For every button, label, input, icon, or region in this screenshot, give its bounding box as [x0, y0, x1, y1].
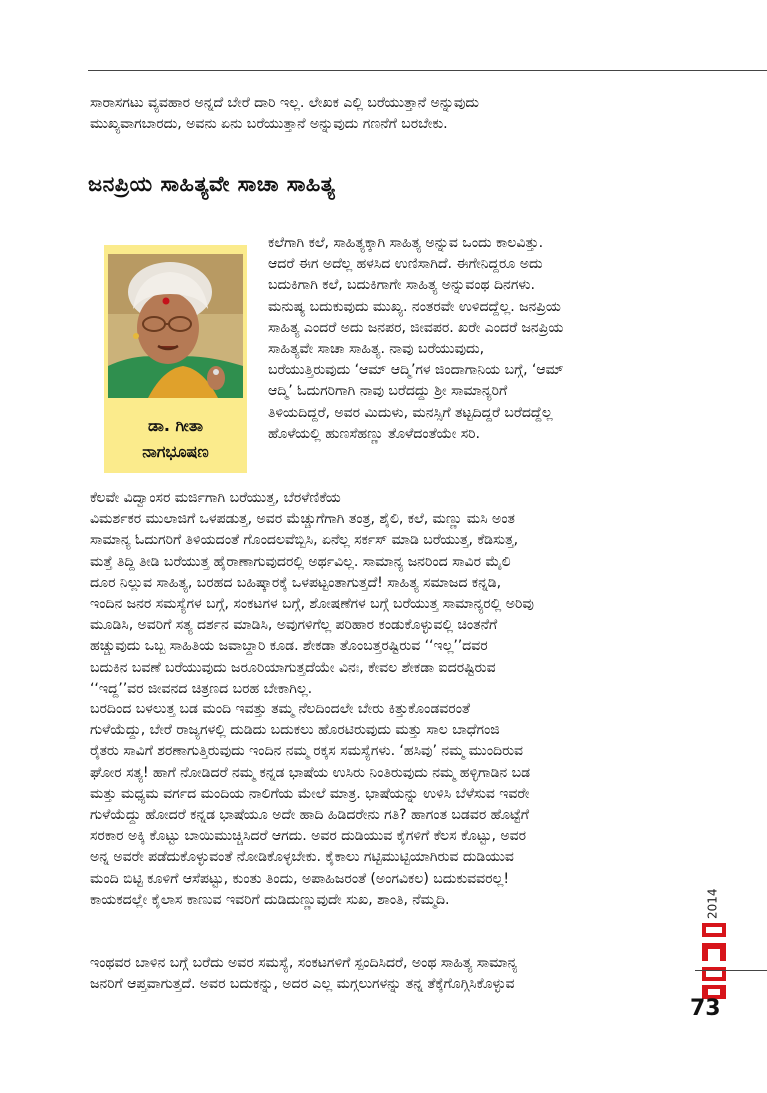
text-line: ಮೂಡಿಸಿ, ಅವರಿಗೆ ಸತ್ಯ ದರ್ಶನ ಮಾಡಿಸಿ, ಅವುಗಳಿಗೆಲ್ಲ ಪರಿಹಾರ ಕಂಡುಕೊಳ್ಳುವಲ್ಲಿ ಚಿಂತನೆಗೆ [90, 617, 498, 634]
text-line: ಬರದಿಂದ ಬಳಲುತ್ತ ಬಡ ಮಂದಿ ಇವತ್ತು ತಮ್ಮ ನೆಲದಿಂದಲೇ ಬೇರು ಕಿತ್ತುಕೊಂಡವರಂತೆ [90, 701, 470, 717]
text-line: ಕೆಲವೇ ವಿದ್ವಾಂಸರ ಮರ್ಜಿಗಾಗಿ ಬರೆಯುತ್ತ, ಬೆರಳೆಣಿಕೆಯ [90, 490, 341, 506]
text-line: ಸರಕಾರ ಅಕ್ಕಿ ಕೊಟ್ಟು ಬಾಯಿಮುಚ್ಚಿಸಿದರೆ ಆಗದು. ಅವರ ದುಡಿಯುವ ಕೈಗಳಿಗೆ ಕೆಲಸ ಕೊಟ್ಟು, ಅವರ [90, 828, 527, 845]
text-line: ಇಂಥವರ ಬಾಳಿನ ಬಗ್ಗೆ ಬರೆದು ಅವರ ಸಮಸ್ಯೆ, ಸಂಕಟಗಳಿಗೆ ಸ್ಪಂದಿಸಿದರೆ, ಅಂಥ ಸಾಹಿತ್ಯ ಸಾಮಾನ್ಯ [90, 955, 518, 971]
author-name-line1: ಡಾ. ಗೀತಾ [148, 416, 203, 435]
text-line: ಸಾಹಿತ್ಯ ಎಂದರೆ ಅದು ಜನಪರ, ಜೀವಪರ. ಖರೇ ಎಂದರೆ ಜನಪ್ರಿಯ [268, 319, 564, 336]
author-portrait-photo [108, 254, 243, 398]
text-line: ಗುಳೆಯೆದ್ದು ಹೋದರೆ ಕನ್ನಡ ಭಾಷೆಯೂ ಅದೇ ಹಾದಿ ಹಿಡಿದರೇನು ಗತಿ? ಹಾಗಂತ ಬಡವರ ಹೊಟ್ಟೆಗೆ [90, 806, 529, 823]
text-line: ಕಲೆಗಾಗಿ ಕಲೆ, ಸಾಹಿತ್ಯಕ್ಕಾಗಿ ಸಾಹಿತ್ಯ ಅನ್ನುವ ಒಂದು ಕಾಲವಿತ್ತು. [268, 235, 543, 251]
text-line: ಸಾಮಾನ್ಯ ಓದುಗರಿಗೆ ತಿಳಿಯದಂತೆ ಗೊಂದಲವೆಬ್ಬಿಸಿ, ಏನೆಲ್ಲ ಸರ್ಕಸ್ ಮಾಡಿ ಬರೆಯುತ್ತ, ಕೆಡಿಸುತ್ತ, [90, 532, 518, 549]
text-line: ಗುಳೆಯೆದ್ದು, ಬೇರೆ ರಾಜ್ಯಗಳಲ್ಲಿ ದುಡಿದು ಬದುಕಲು ಹೊರಟಿರುವುದು ಮತ್ತು ಸಾಲ ಬಾಧೆಗಂಜಿ [90, 722, 500, 739]
text-line: ಸಾಹಿತ್ಯವೇ ಸಾಚಾ ಸಾಹಿತ್ಯ. ನಾವು ಬರೆಯುವುದು, [268, 340, 485, 357]
text-line: ಇಂದಿನ ಜನರ ಸಮಸ್ಯೆಗಳ ಬಗ್ಗೆ, ಸಂಕಟಗಳ ಬಗ್ಗೆ, ಶೋಷಣೆಗಳ ಬಗ್ಗೆ ಬರೆಯುತ್ತ ಸಾಮಾನ್ಯರಲ್ಲಿ ಅರಿವು [90, 595, 534, 612]
text-line: ವಿಮರ್ಶಕರ ಮುಲಾಜಿಗೆ ಒಳಪಡುತ್ತ, ಅವರ ಮೆಚ್ಚುಗೆಗಾಗಿ ತಂತ್ರ, ಶೈಲಿ, ಕಲೆ, ಮಣ್ಣು ಮಸಿ ಅಂತ [90, 511, 515, 528]
text-line: ಬದುಕಿಗಾಗಿ ಕಲೆ, ಬದುಕಿಗಾಗೇ ಸಾಹಿತ್ಯ ಅನ್ನುವಂಥ ದಿನಗಳು. [268, 277, 535, 294]
magazine-logo [694, 915, 734, 1005]
text-line: ಆದ್ಮಿ’ ಓದುಗರಿಗಾಗಿ ನಾವು ಬರೆದದ್ದು ಶ್ರೀ ಸಾಮಾನ್ಯರಿಗೆ [268, 383, 508, 400]
text-line: ತಿಳಿಯದಿದ್ದರೆ, ಅವರ ಮಿದುಳು, ಮನಸ್ಸಿಗೆ ತಟ್ಟದಿದ್ದರೆ ಬರೆದದ್ದೆಲ್ಲ [268, 404, 553, 421]
page-number: 73 [690, 996, 721, 1021]
paragraph-1 [268, 233, 564, 445]
author-name-line2: ನಾಗಭೂಷಣ [142, 442, 209, 461]
text-line: ‘‘ಇದ್ದ’’ವರ ಜೀವನದ ಚಿತ್ರಣದ ಬರಹ ಬೇಕಾಗಿಲ್ಲ. [90, 680, 313, 697]
text-line: ಕಾಯಕದಲ್ಲೇ ಕೈಲಾಸ ಕಾಣುವ ಇವರಿಗೆ ದುಡಿದುಣ್ಣುವುದೇ ಸುಖ, ಶಾಂತಿ, ನೆಮ್ಮದಿ. [90, 891, 450, 908]
text-line: ರೈತರು ಸಾವಿಗೆ ಶರಣಾಗುತ್ತಿರುವುದು ಇಂದಿನ ನಮ್ಮ ರಕ್ಕಸ ಸಮಸ್ಯೆಗಳು. ‘ಹಸಿವು’ ನಮ್ಮ ಮುಂದಿರುವ [90, 743, 523, 760]
text-line: ಹೊಳೆಯಲ್ಲಿ ಹುಣಸೆಹಣ್ಣು ತೊಳೆದಂತೆಯೇ ಸರಿ. [268, 425, 480, 442]
paragraph-3 [90, 699, 530, 911]
text-line: ಹಚ್ಚುವುದು ಒಬ್ಬ ಸಾಹಿತಿಯ ಜವಾಬ್ದಾರಿ ಕೂಡ. ಶೇಕಡಾ ತೊಂಬತ್ತರಷ್ಟಿರುವ ‘‘ಇಲ್ಲ’’ದವರ [90, 638, 488, 655]
author-photo-box [104, 245, 247, 473]
text-line: ಬದುಕಿನ ಬವಣೆ ಬರೆಯುವುದು ಜರೂರಿಯಾಗುತ್ತದೆಯೇ ವಿನಃ, ಕೇವಲ ಶೇಕಡಾ ಐದರಷ್ಟಿರುವ [90, 659, 496, 676]
text-line: ಬರೆಯುತ್ತಿರುವುದು ‘ಆಮ್ ಆದ್ಮಿ’ಗಳ ಜಿಂದಾಗಾನಿಯ ಬಗ್ಗೆ, ‘ಆಮ್ [268, 362, 564, 379]
text-line: ಮಂದಿ ಬಿಟ್ಟಿ ಕೂಳಿಗೆ ಆಸೆಪಟ್ಟು, ಕುಂತು ತಿಂದು, ಅಪಾಹಿಜರಂತೆ (ಅಂಗವಿಕಲ) ಬದುಕುವವರಲ್ಲ! [90, 870, 509, 887]
text-line: ಜನರಿಗೆ ಆಪ್ತವಾಗುತ್ತದೆ. ಅವರ ಬದುಕನ್ನು, ಅದರ ಎಲ್ಲ ಮಗ್ಗಲುಗಳನ್ನು ತನ್ನ ತೆಕ್ಕೆಗೊಗ್ಗಿಸಿಕೊಳ್ಳುವ [90, 976, 515, 993]
text-line: ಮತ್ತು ಮಧ್ಯಮ ವರ್ಗದ ಮಂದಿಯ ನಾಲಿಗೆಯ ಮೇಲೆ ಮಾತ್ರ. ಭಾಷೆಯನ್ನು ಉಳಿಸಿ ಬೆಳೆಸುವ ಇವರೇ [90, 785, 530, 802]
paragraph-4 [90, 953, 517, 995]
page-number-rule [695, 970, 767, 971]
text-line: ಅನ್ನ ಅವರೇ ಪಡೆದುಕೊಳ್ಳುವಂತೆ ನೋಡಿಕೊಳ್ಳಬೇಕು. ಕೈಕಾಲು ಗಟ್ಟಿಮುಟ್ಟಿಯಾಗಿರುವ ದುಡಿಯುವ [90, 849, 514, 866]
intro-paragraph [90, 93, 479, 135]
top-rule [88, 70, 767, 71]
text-line: ಮುಖ್ಯವಾಗಬಾರದು, ಅವನು ಏನು ಬರೆಯುತ್ತಾನೆ ಅನ್ನುವುದು ಗಣನೆಗೆ ಬರಬೇಕು. [90, 116, 448, 133]
text-line: ಮತ್ತೆ ತಿದ್ದಿ ತೀಡಿ ಬರೆಯುತ್ತ ಹೈರಾಣಾಗುವುದರಲ್ಲಿ ಅರ್ಥವಿಲ್ಲ. ಸಾಮಾನ್ಯ ಜನರಿಂದ ಸಾವಿರ ಮೈಲಿ [90, 553, 511, 570]
text-line: ಮನುಷ್ಯ ಬದುಕುವುದು ಮುಖ್ಯ. ನಂತರವೇ ಉಳಿದದ್ದೆಲ್ಲ. ಜನಪ್ರಿಯ [268, 298, 562, 315]
text-line: ಘೋರ ಸತ್ಯ! ಹಾಗೆ ನೋಡಿದರೆ ನಮ್ಮ ಕನ್ನಡ ಭಾಷೆಯ ಉಸಿರು ನಿಂತಿರುವುದು ನಮ್ಮ ಹಳ್ಳಿಗಾಡಿನ ಬಡ [90, 764, 531, 781]
text-line: ಆದರೆ ಈಗ ಅದೆಲ್ಲ ಹಳಸಿದ ಉಣಿಸಾಗಿದೆ. ಈಗೇನಿದ್ದರೂ ಅದು [268, 256, 543, 273]
text-line: ಸಾರಾಸಗಟು ವ್ಯವಹಾರ ಅನ್ನದೆ ಬೇರೆ ದಾರಿ ಇಲ್ಲ. ಲೇಖಕ ಎಲ್ಲಿ ಬರೆಯುತ್ತಾನೆ ಅನ್ನುವುದು [90, 95, 479, 111]
section-heading: ಜನಪ್ರಿಯ ಸಾಹಿತ್ಯವೇ ಸಾಚಾ ಸಾಹಿತ್ಯ [88, 172, 336, 196]
text-line: ದೂರ ನಿಲ್ಲುವ ಸಾಹಿತ್ಯ, ಬರಹದ ಬಹಿಷ್ಕಾರಕ್ಕೆ ಒಳಪಟ್ಟಂತಾಗುತ್ತದೆ! ಸಾಹಿತ್ಯ ಸಮಾಜದ ಕನ್ನಡಿ, [90, 574, 502, 591]
paragraph-2 [90, 488, 534, 700]
